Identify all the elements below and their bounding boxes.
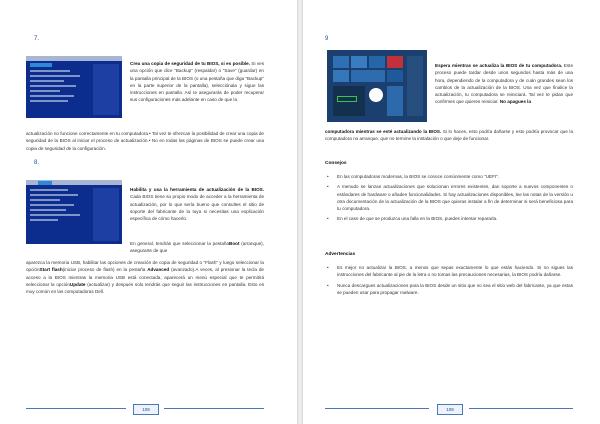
step-8-text: Habilita y usa la herramienta de actualización de la BIOS. Cada BIOS tiene su propio modo de acceder a la herramienta de actualización, por lo que sería bueno que consultes el sitio de soporte del fabricante de la tuya si necesitas una explicación específica de cómo hacerlo. [130, 187, 264, 222]
bios-update-tool-screenshot [26, 180, 122, 244]
list-item: • A menudo se lanzan actualizaciones que solucionan errores existentes, dan soporte a nuevos componentes o estándares de hardware o añaden funcionalidades. Si hay actualizaciones disponibles, lee las notas de la versión u otra documentación de la actualización de la BIOS que quieras instalar a fin de determinar si será beneficiosa para tu computadora. [325, 183, 573, 212]
footer-rule-right [469, 408, 573, 409]
page-number: 108 [133, 404, 159, 415]
right-page [303, 0, 600, 424]
list-item: • En las computadoras modernas, la BIOS se conoce comúnmente como "UEFI". [325, 173, 573, 180]
left-page [0, 0, 297, 424]
step-9-text: Espera mientras se actualiza la BIOS de tu computadora. Este proceso puede tardar desde unos segundos hasta más de una hora, dependiendo de la computadora y de cuán grandes sean los cambios de la actualización de la BIOS. Una vez que finalice la actualización, tu computadora se reiniciará. Tal vez te pidan que confirmes que quieres reiniciar. No apagues la [435, 63, 574, 105]
step-8-text-continued: aparezca la memoria USB, habilitar las opciones de creación de copia de seguridad o "Flash" y luego seleccionar la opciónStart flash(iniciar proceso de flash) en la pestaña Advanced (avanzado).A veces, al presionar la tecla de acceso a la BIOS mientras la memoria USB está conectada, aparecerá un menú especial que te permitirá seleccionar la opciónUpdate (actualizar) y después solo tendrás que seguir las instrucciones en pantalla. Esto es muy común en las computadoras Dell. [26, 260, 264, 295]
step-9-number: 9 [325, 36, 329, 42]
page-number: 109 [437, 404, 463, 415]
list-item: • En el caso de que se produzca una falla en la BIOS, puedes intentar repararla. [325, 215, 573, 222]
bios-backup-screenshot [26, 56, 122, 118]
advertencias-list [325, 264, 573, 299]
step-7-text-continued: actualización no funcione correctamente en tu computadora.• Tal vez te ofrezcan la posibilidad de crear una copia de seguridad de la BIOS al iniciar el proceso de actualización.• No en todas las páginas de BIOS se puede crear una copia de seguridad de la configuración. [26, 131, 264, 151]
footer-rule-left [325, 408, 429, 409]
step-8-text-2: En general, tendrás que seleccionar la pestañaBoot (arranque), asegurarte de que [130, 241, 264, 254]
step-9-text-continued: computadora mientras se esté actualizando la BIOS. Si lo haces, esto podría dañarse y esto podría provocar que la computadora no arranque, que no termine la instalación o que deje de funcionar. [325, 129, 573, 142]
step-7-text: Crea una copia de seguridad de tu BIOS, si es posible. Si ves una opción que dice "Backup" (respaldar) o "Save" (guardar) en la pantalla principal de la BIOS (o una pestaña que diga "Backup" en la parte superior de la pantalla), selecciónala y sigue las instrucciones en pantalla. Así te asegurarás de poder recuperar sus configuraciones más adelante en caso de que la [130, 61, 264, 103]
consejos-heading: Consejos [325, 161, 347, 166]
advertencias-heading: Advertencias [325, 252, 356, 257]
footer-rule-left [26, 408, 126, 409]
footer-rule-right [164, 408, 264, 409]
list-item: • Nunca descargues actualizaciones para la BIOS desde un sitio que no sea el sitio web del fabricante, ya que estas se pueden usar para propagar malware. [325, 282, 573, 297]
consejos-list [325, 173, 573, 226]
windows-restart-screenshot [327, 50, 427, 122]
step-7-number: 7. [34, 36, 40, 42]
step-8-number: 8. [34, 160, 40, 166]
list-item: • Es mejor no actualizar la BIOS, a menos que sepas exactamente lo que estás haciendo. Si no sigues las instrucciones del fabricante al pie de la letra o no tomas las precauciones necesarias, la BIOS podría dañarse. [325, 264, 573, 279]
